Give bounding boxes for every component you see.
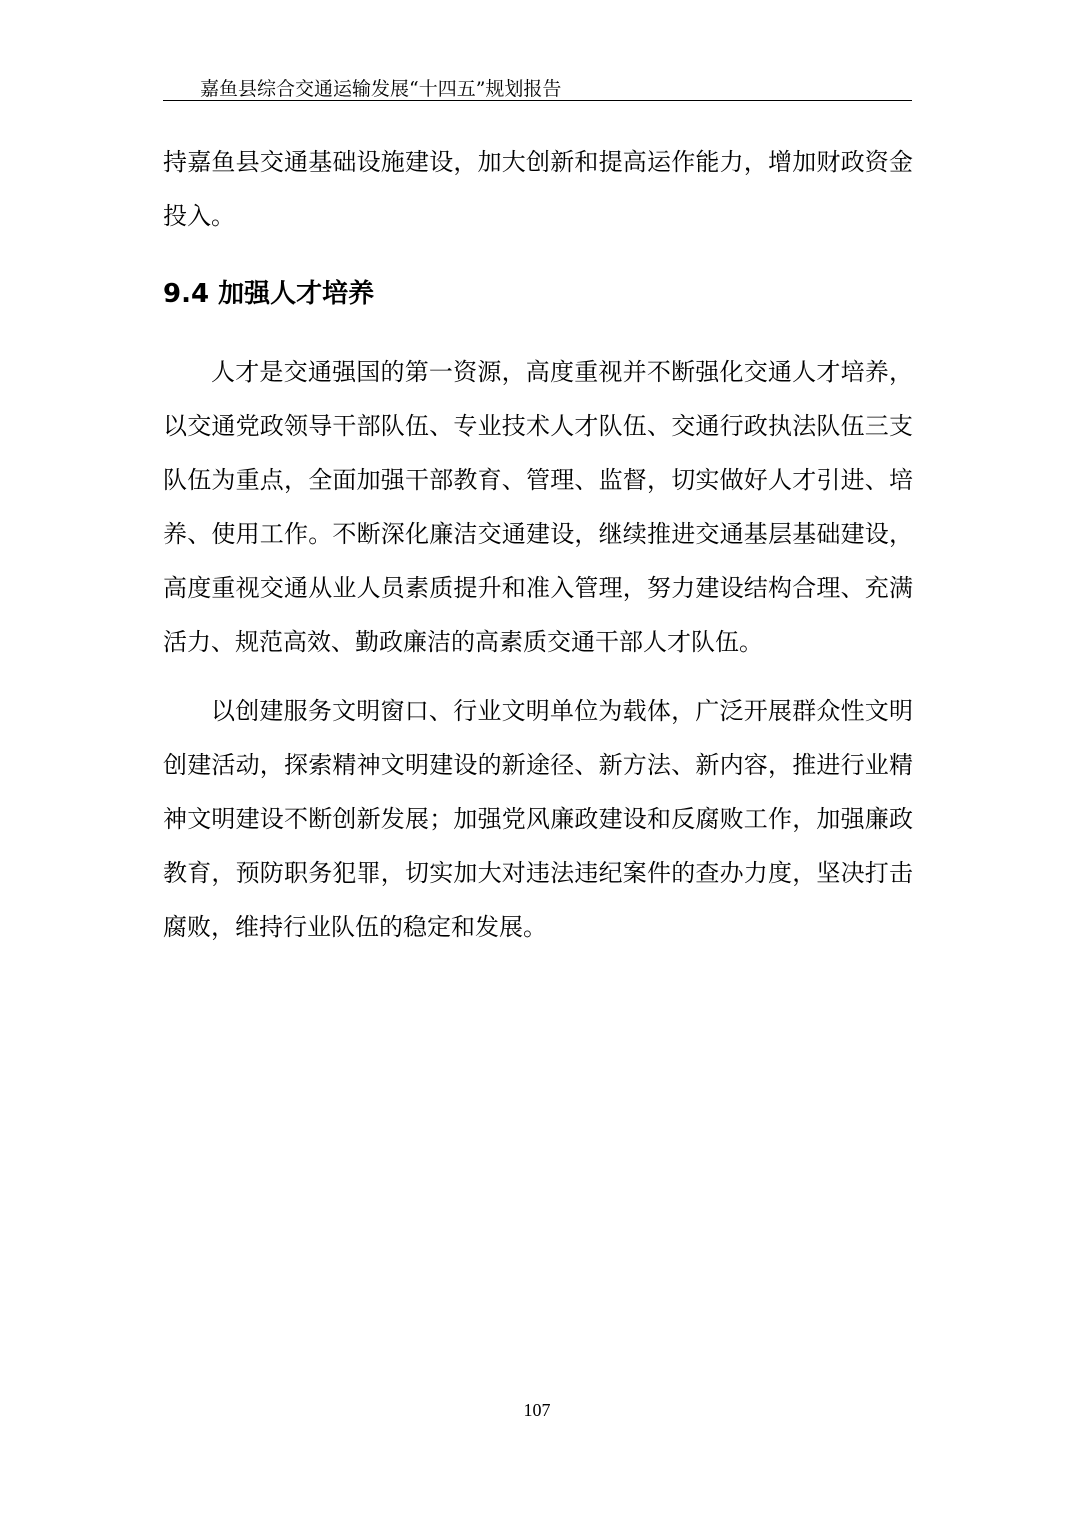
page-number: 107	[523, 1400, 551, 1420]
running-header: 嘉鱼县综合交通运输发展“十四五”规划报告	[200, 78, 562, 100]
continued-paragraph: 持嘉鱼县交通基础设施建设，加大创新和提高运作能力，增加财政资金投入。	[163, 148, 913, 230]
body-paragraph-2: 以创建服务文明窗口、行业文明单位为载体，广泛开展群众性文明创建活动，探索精神文明建设的新途径、新方法、新内容，推进行业精神文明建设不断创新发展；加强党风廉政建设和反腐败工作，加强廉政教育，预防职务犯罪，切实加大对违法违纪案件的查办力度，坚决打击腐败，维持行业队伍的稳定和发展。	[163, 697, 913, 941]
section-heading: 9.4 加强人才培养	[163, 279, 375, 309]
body-paragraph-1: 人才是交通强国的第一资源，高度重视并不断强化交通人才培养，以交通党政领导干部队伍、专业技术人才队伍、交通行政执法队伍三支队伍为重点，全面加强干部教育、管理、监督，切实做好人才引进、培养、使用工作。不断深化廉洁交通建设，继续推进交通基层基础建设，高度重视交通从业人员素质提升和准入管理，努力建设结构合理、充满活力、规范高效、勤政廉洁的高素质交通干部人才队伍。	[163, 358, 913, 656]
header-rule	[163, 100, 912, 101]
